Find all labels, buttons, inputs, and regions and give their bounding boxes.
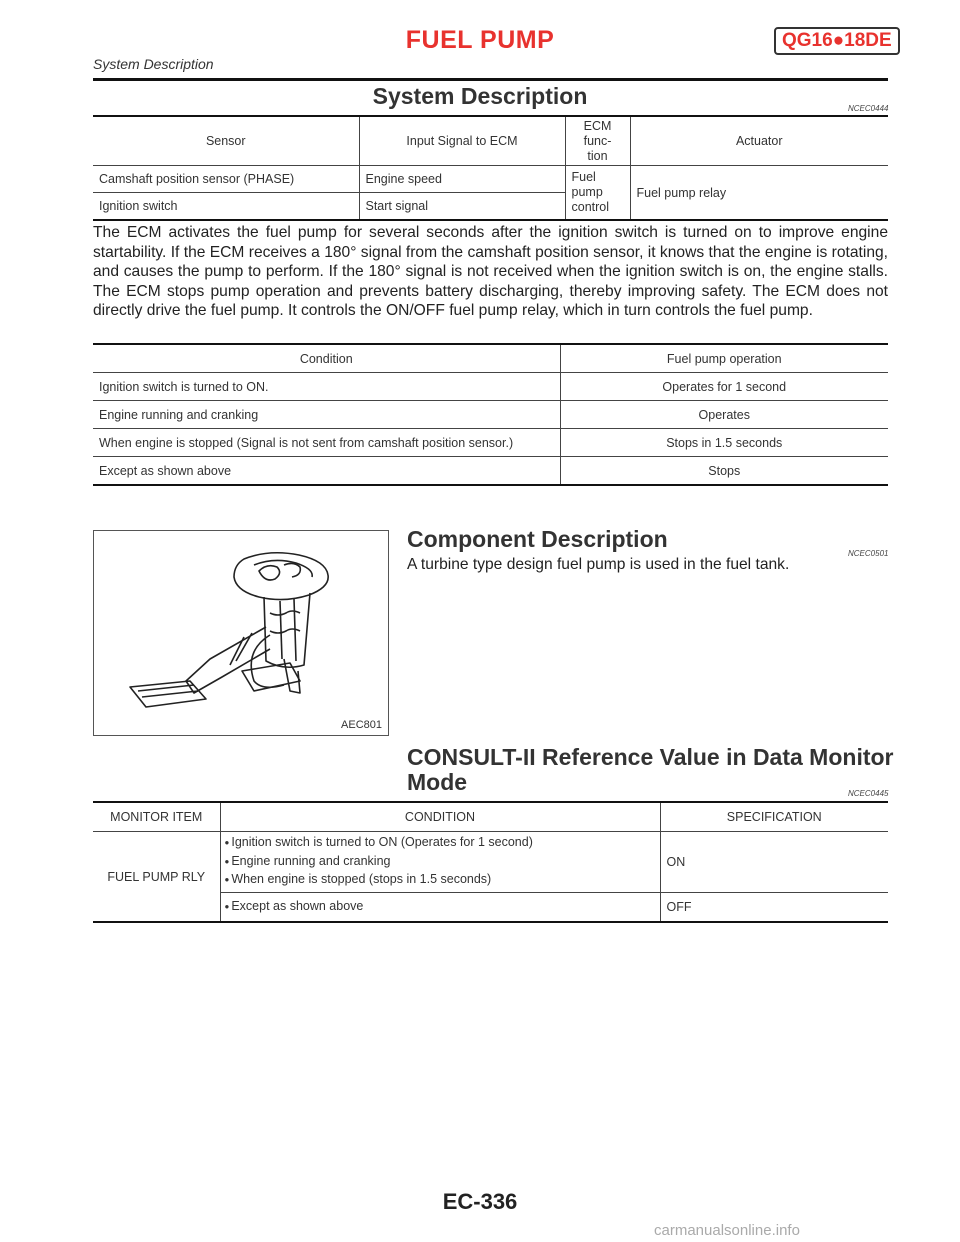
input-signal-cell: Engine speed	[359, 166, 565, 193]
sensor-cell: Camshaft position sensor (PHASE)	[93, 166, 359, 193]
component-description-text: A turbine type design fuel pump is used in the fuel tank.	[407, 556, 790, 573]
condition-cell	[220, 832, 660, 893]
condition-cell	[220, 893, 660, 923]
consult-table-header-row	[93, 803, 888, 832]
system-description-code: NCEC0444	[848, 104, 889, 113]
table-row	[93, 457, 888, 486]
table-row	[93, 401, 888, 429]
system-table-header-input: Input Signal to ECM	[359, 117, 565, 166]
figure-label: AEC801	[341, 719, 382, 731]
operation-cell: Stops	[560, 457, 888, 486]
section-label: System Description	[93, 56, 214, 72]
table-row	[93, 373, 888, 401]
specification-cell: ON	[660, 832, 888, 893]
condition-cell: Except as shown above	[93, 457, 560, 486]
condition-bullet: ● Engine running and cranking	[225, 853, 654, 872]
fuel-pump-operation-table	[93, 345, 888, 486]
consult-title	[407, 745, 894, 795]
component-description-title: Component Description	[407, 526, 668, 552]
system-table-header-actuator: Actuator	[630, 117, 888, 166]
consult-title-line1: CONSULT-II Reference Value in Data Monitor	[407, 744, 894, 770]
watermark: carmanualsonline.info	[654, 1222, 800, 1239]
specification-cell: OFF	[660, 893, 888, 923]
table-row	[93, 832, 888, 893]
consult-title-line2: Mode	[407, 769, 468, 795]
condition-bullet: ● Ignition switch is turned to ON (Operates for 1 second)	[225, 834, 654, 853]
system-table-header-function: ECM func- tion	[565, 117, 630, 166]
operation-header-operation: Fuel pump operation	[560, 345, 888, 373]
table-row	[93, 166, 888, 193]
condition-bullet: ● Except as shown above	[225, 898, 654, 917]
operation-cell: Stops in 1.5 seconds	[560, 429, 888, 457]
page-number: EC-336	[442, 1189, 518, 1214]
system-description-paragraph: The ECM activates the fuel pump for several seconds after the ignition switch is turned on to improve engine startability. If the ECM receives a 180° signal from the camshaft position sensor, it knows that the engine is rotating, and causes the pump to perform. If the 180° signal is not received when the ignition switch is on, the engine stalls. The ECM stops pump operation and prevents battery discharging, thereby improving safety. The ECM does not directly drive the fuel pump. It controls the ON/OFF fuel pump relay, which in turn controls the fuel pump.	[93, 224, 888, 319]
sensor-cell: Ignition switch	[93, 193, 359, 221]
operation-cell: Operates for 1 second	[560, 373, 888, 401]
component-description-code: NCEC0501	[848, 549, 889, 558]
consult-header-specification: SPECIFICATION	[660, 803, 888, 832]
fuel-pump-figure	[93, 530, 389, 736]
condition-bullet: ● When engine is stopped (stops in 1.5 seconds)	[225, 871, 654, 890]
model-badge: QG16●18DE	[774, 27, 900, 55]
operation-header-condition: Condition	[93, 345, 560, 373]
page-header-title: FUEL PUMP	[405, 26, 555, 54]
table-row	[93, 429, 888, 457]
system-table-header-row	[93, 117, 888, 166]
consult-table	[93, 803, 888, 923]
operation-table-header-row	[93, 345, 888, 373]
condition-cell: Engine running and cranking	[93, 401, 560, 429]
system-table-header-sensor: Sensor	[93, 117, 359, 166]
condition-cell: When engine is stopped (Signal is not sent from camshaft position sensor.)	[93, 429, 560, 457]
operation-cell: Operates	[560, 401, 888, 429]
system-table	[93, 117, 888, 221]
consult-header-condition: CONDITION	[220, 803, 660, 832]
header-rule	[93, 78, 888, 81]
consult-header-item: MONITOR ITEM	[93, 803, 220, 832]
system-description-title: System Description	[372, 83, 588, 109]
monitor-item-cell: FUEL PUMP RLY	[93, 832, 220, 923]
actuator-cell: Fuel pump relay	[630, 166, 888, 221]
input-signal-cell: Start signal	[359, 193, 565, 221]
fuel-pump-illustration	[94, 531, 388, 735]
condition-cell: Ignition switch is turned to ON.	[93, 373, 560, 401]
consult-code: NCEC0445	[848, 789, 889, 798]
ecm-function-cell: Fuel pump control	[565, 166, 630, 221]
